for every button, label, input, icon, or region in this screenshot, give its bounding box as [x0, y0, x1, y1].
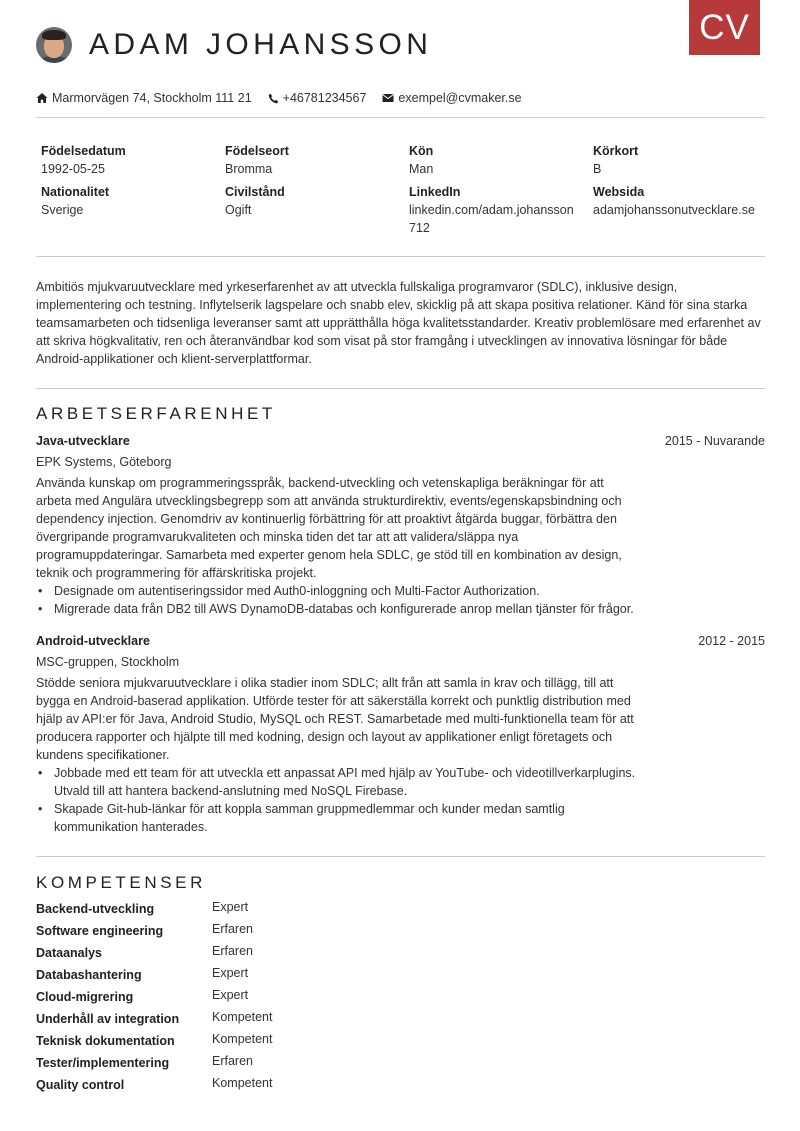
info-label: Civilstånd [225, 185, 285, 199]
info-value: B [593, 162, 602, 176]
info-label: Körkort [593, 144, 639, 158]
skill-row [36, 900, 436, 922]
phone-icon [268, 93, 279, 104]
skill-name: Cloud-migrering [36, 990, 134, 1004]
avatar [36, 27, 72, 63]
home-icon [36, 92, 48, 104]
candidate-name: ADAM JOHANSSON [89, 28, 433, 61]
info-nationality [41, 183, 219, 219]
info-value: 1992-05-25 [41, 162, 105, 176]
divider [36, 388, 765, 389]
job-bullets [36, 582, 636, 618]
list-item: • Skapade Git-hub-länkar för att koppla samman gruppmedlemmar och kunder medan samtlig kommunikation hanterades. [36, 800, 636, 836]
info-value: Sverige [41, 203, 84, 217]
skill-name: Backend-utveckling [36, 902, 155, 916]
linkedin-link[interactable]: linkedin.com/adam.johansson712 [409, 203, 574, 235]
info-value: Bromma [225, 162, 273, 176]
header [36, 26, 432, 64]
job-company: EPK Systems, Göteborg [36, 455, 172, 469]
skill-name: Software engineering [36, 924, 164, 938]
info-label: Nationalitet [41, 185, 110, 199]
website-link[interactable]: adamjohanssonutvecklare.se [593, 203, 755, 217]
info-civil-status [225, 183, 403, 219]
skill-row [36, 944, 436, 966]
skill-level: Expert [212, 900, 249, 914]
skills-list [36, 900, 436, 1098]
skill-level: Erfaren [212, 944, 253, 958]
job-company: MSC-gruppen, Stockholm [36, 655, 180, 669]
skill-row [36, 922, 436, 944]
info-value: Ogift [225, 203, 252, 217]
skill-level: Kompetent [212, 1032, 273, 1046]
list-item: • Designade om autentiseringssidor med Auth0-inloggning och Multi-Factor Authorization. [36, 582, 636, 600]
info-linkedin [409, 183, 577, 237]
job-entry [36, 432, 765, 618]
contact-bar [36, 89, 538, 107]
profile-summary: Ambitiös mjukvaruutvecklare med yrkeserfarenhet av att utveckla fullskaliga programvaror (SDLC), inklusive design, implementering och testning. Inflytelserik lagspelare och snabb elev, skicklig på att skapa positiva relationer. Känd för sina starka teamsamarbeten och tidsenliga leveranser samt att upprätthålla höga kvalitetsstandarder. Kreativ problemlösare med erfarenhet av att skriva högkvalitativ, ren och återanvändbar kod som visat på stor framgång i utvecklingen av innovativa lösningar för både Android-applikationer och klient-serverplattformar. [36, 280, 761, 366]
job-bullets [36, 764, 636, 836]
info-website [593, 183, 771, 219]
info-label: Födelsedatum [41, 144, 126, 158]
contact-address [36, 91, 252, 105]
skill-row [36, 988, 436, 1010]
skill-level: Expert [212, 966, 249, 980]
contact-email [382, 91, 521, 105]
job-date: 2015 - Nuvarande [664, 434, 765, 448]
info-label: Födelseort [225, 144, 289, 158]
info-label: Websida [593, 185, 645, 199]
info-birthplace [225, 142, 403, 178]
info-birthdate [41, 142, 219, 178]
info-value: Man [409, 162, 434, 176]
divider [36, 117, 765, 118]
email-text: exempel@cvmaker.se [398, 91, 522, 105]
job-date: 2012 - 2015 [698, 634, 765, 648]
info-gender [409, 142, 587, 178]
cv-badge: CV [689, 0, 760, 55]
list-item: • Jobbade med ett team för att utveckla ett anpassat API med hjälp av YouTube- och videotillverkarplugins. Utvald till att hantera backend-anslutning med NoSQL Firebase. [36, 764, 636, 800]
phone-text: +46781234567 [282, 91, 367, 105]
divider [36, 856, 765, 857]
job-description: Använda kunskap om programmeringsspråk, backend-utveckling och vetenskapliga beräkningar för att arbeta med Angulära utvecklingsbegrepp som att använda strukturdirektiv, events/egenskapsbindning och dependency injection. Genomdriv av kontinuerlig förbättring för att proaktivt åtgärda buggar, förbättra den övergripande programvarukvaliteten och minska tiden det tar att att validera/släppa nya programuppdateringar. Samarbeta med experter genom hela SDLC, ge stöd till en kombination av design, teknik och programmering för affärskritiska projekt. [36, 476, 622, 580]
skill-row [36, 1054, 436, 1076]
mail-icon [382, 93, 394, 103]
address-text: Marmorvägen 74, Stockholm 111 21 [52, 91, 252, 105]
skill-name: Underhåll av integration [36, 1012, 180, 1026]
job-title: Android-utvecklare [36, 634, 150, 648]
job-description: Stödde seniora mjukvaruutvecklare i olika stadier inom SDLC; allt från att samla in krav och tillägg, till att bygga en Android-baserad applikation. Utförde tester för att säkerställa korrekt och punktlig distribution med hjälp av API:er för Java, Android Studio, MySQL och REST. Samarbetade med multi-funktionella team för att producera rapporter och hjälpte till med kodning, design och layout av applikationer enligt företagets och kundens specifikationer. [36, 676, 634, 762]
skill-row [36, 1076, 436, 1098]
list-item: • Migrerade data från DB2 till AWS DynamoDB-databas och konfigurerade anrop mellan tjänster för frågor. [36, 600, 636, 618]
contact-phone [268, 91, 367, 105]
job-entry [36, 632, 765, 836]
info-license [593, 142, 771, 178]
skill-level: Erfaren [212, 922, 253, 936]
skill-row [36, 966, 436, 988]
section-title-skills: KOMPETENSER [36, 873, 206, 892]
skill-level: Erfaren [212, 1054, 253, 1068]
skill-row [36, 1010, 436, 1032]
job-title: Java-utvecklare [36, 434, 130, 448]
info-label: LinkedIn [409, 185, 461, 199]
skill-name: Teknisk dokumentation [36, 1034, 175, 1048]
skill-level: Kompetent [212, 1076, 273, 1090]
skill-level: Expert [212, 988, 249, 1002]
skill-name: Tester/implementering [36, 1056, 170, 1070]
skill-name: Quality control [36, 1078, 125, 1092]
skill-row [36, 1032, 436, 1054]
skill-level: Kompetent [212, 1010, 273, 1024]
info-label: Kön [409, 144, 434, 158]
skill-name: Databashantering [36, 968, 142, 982]
section-title-experience: ARBETSERFARENHET [36, 404, 276, 423]
skill-name: Dataanalys [36, 946, 103, 960]
divider [36, 256, 765, 257]
